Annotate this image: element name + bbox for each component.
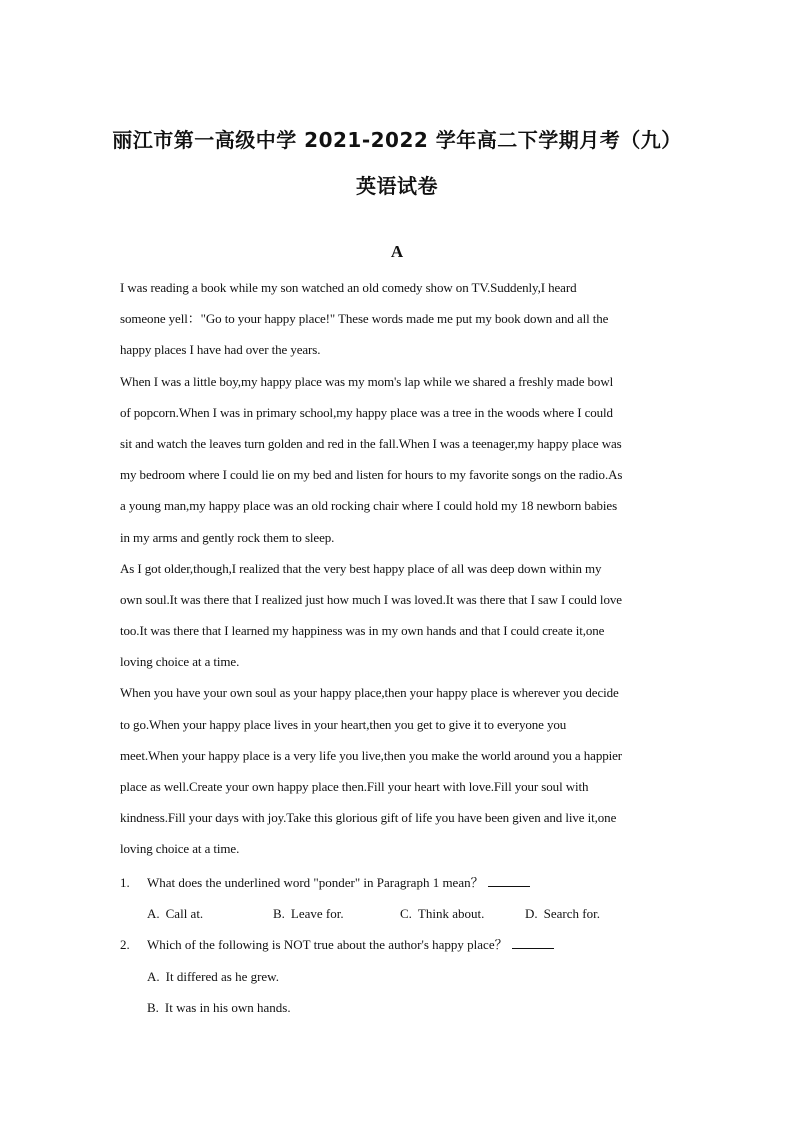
passage-line: loving choice at a time. [120,654,240,670]
option-a[interactable] [147,903,203,925]
passage-line: of popcorn.When I was in primary school,my happy place was a tree in the woods where I could [120,404,613,420]
passage-line: When you have your own soul as your happy place,then your happy place is wherever you decide [120,685,619,701]
exam-subtitle: 英语试卷 [356,174,438,198]
passage-line: a young man,my happy place was an old rocking chair where I could hold my 18 newborn babies [120,498,618,514]
question-2-option-a-row [120,966,676,997]
question-list [120,872,676,1028]
answer-blank[interactable] [488,872,530,887]
option-letter: A. [147,906,160,922]
passage-line: happy places I have had over the years. [120,342,321,358]
option-d[interactable] [525,903,600,925]
answer-blank[interactable] [512,934,554,949]
question-2 [120,934,676,965]
option-b[interactable] [273,903,344,925]
passage-line: I was reading a book while my son watched an old comedy show on TV.Suddenly,I heard [120,280,577,295]
passage-line: place as well.Create your own happy place then.Fill your heart with love.Fill your soul with [120,779,589,794]
question-1-options [120,903,676,934]
passage-line: in my arms and gently rock them to sleep. [120,529,335,545]
option-text: It differed as he grew. [165,968,279,984]
section-label: A [390,242,404,261]
passage-line: As I got older,though,I realized that the very best happy place of all was deep down within my [120,560,602,576]
question-text: Which of the following is NOT true about the author's happy place？ [147,937,508,953]
question-1 [120,872,676,903]
option-c[interactable] [400,903,484,925]
option-letter: B. [147,999,159,1015]
question-number: 1. [120,875,130,890]
option-text: Search for. [543,906,600,922]
passage-line: kindness.Fill your days with joy.Take this glorious gift of life you have been given and live it,one [120,810,617,826]
option-text: It was in his own hands. [164,999,291,1015]
exam-title: 丽江市第一高级中学 2021-2022 学年高二下学期月考（九） [112,128,682,152]
reading-passage [120,277,676,870]
option-letter: D. [525,906,538,922]
option-text: Call at. [165,906,204,922]
option-letter: A. [147,968,160,984]
passage-line: meet.When your happy place is a very life you live,then you make the world around you a happier [120,747,623,763]
option-text: Think about. [417,906,485,922]
passage-line: sit and watch the leaves turn golden and red in the fall.When I was a teenager,my happy place was [120,435,622,451]
passage-line: someone yell："Go to your happy place!" These words made me put my book down and all the [120,311,609,327]
question-text-wrap [147,872,530,894]
option-letter: B. [273,906,285,922]
passage-line: to go.When your happy place lives in your heart,then you get to give it to everyone you [120,716,567,732]
option-a[interactable] [147,966,279,988]
question-2-option-b-row [120,997,676,1028]
question-number: 2. [120,937,130,953]
passage-line: too.It was there that I learned my happiness was in my own hands and that I could create it,one [120,623,605,639]
passage-line: When I was a little boy,my happy place was my mom's lap while we shared a freshly made bowl [120,373,614,389]
option-letter: C. [400,906,412,922]
passage-line: my bedroom where I could lie on my bed and listen for hours to my favorite songs on the radio.As [120,467,623,483]
option-text: Leave for. [290,906,344,922]
question-text: What does the underlined word "ponder" in Paragraph 1 mean？ [147,875,484,890]
passage-line: own soul.It was there that I realized just how much I was loved.It was there that I saw I could love [120,591,622,607]
option-b[interactable] [147,997,291,1019]
passage-line: loving choice at a time. [120,841,240,857]
question-text-wrap [147,934,554,956]
